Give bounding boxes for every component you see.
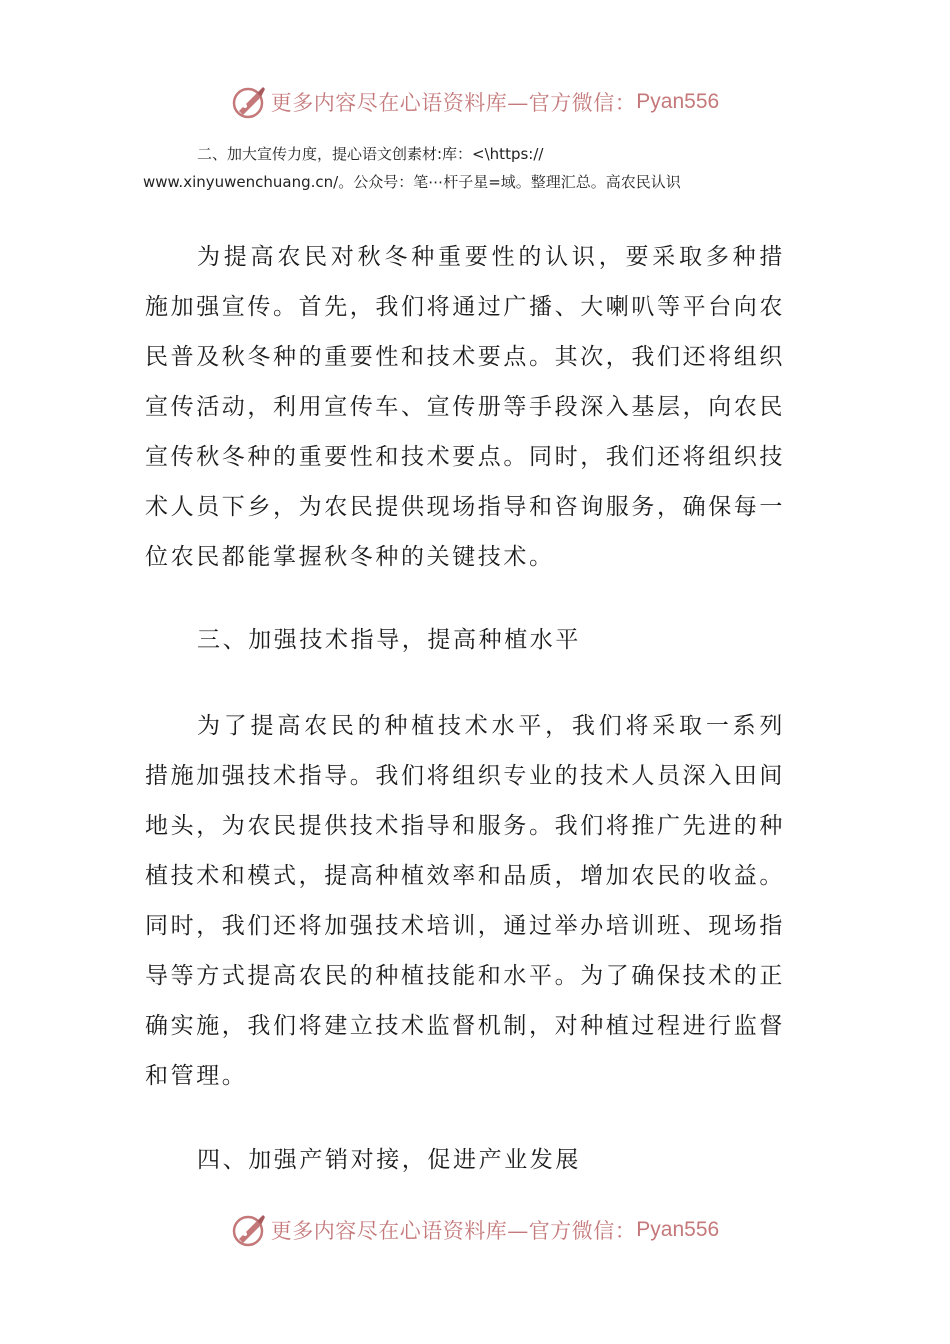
source-note-line1: 二、加大宣传力度，提心语文创素材:库：<\https:// <box>197 145 544 163</box>
footer-banner-wechat: Pyan556 <box>636 1218 720 1241</box>
pen-logo-icon <box>231 84 267 120</box>
heading-production-marketing: 四、加强产销对接，促进产业发展 <box>197 1147 581 1173</box>
source-note-line2: www.xinyuwenchuang.cn/。公众号：笔⋯杆子星=域。整理汇总。高农民认识 <box>143 173 681 191</box>
header-banner-wechat: Pyan556 <box>636 90 720 113</box>
paragraph-technical-guidance: 为了提高农民的种植技术水平，我们将采取一系列措施加强技术指导。我们将组织专业的技术人员深入田间地头，为农民提供技术指导和服务。我们将推广先进的种植技术和模式，提高种植效率和品质，增加农民的收益。同时，我们还将加强技术培训，通过举办培训班、现场指导等方式提高农民的种植技能和水平。为了确保技术的正确实施，我们将建立技术监督机制，对种植过程进行监督和管理。 <box>145 713 785 1089</box>
header-banner-text: 更多内容尽在心语资料库—官方微信： <box>270 91 637 115</box>
heading-technical-guidance: 三、加强技术指导，提高种植水平 <box>197 627 581 653</box>
paragraph-publicity: 为提高农民对秋冬种重要性的认识，要采取多种措施加强宣传。首先，我们将通过广播、大喇叭等平台向农民普及秋冬种的重要性和技术要点。其次，我们还将组织宣传活动，利用宣传车、宣传册等手段深入基层，向农民宣传秋冬种的重要性和技术要点。同时，我们还将组织技术人员下乡，为农民提供现场指导和咨询服务，确保每一位农民都能掌握秋冬种的关键技术。 <box>145 244 785 570</box>
header-banner <box>0 82 950 122</box>
source-note <box>145 140 795 196</box>
pen-logo-icon <box>231 1212 267 1248</box>
footer-banner <box>0 1210 950 1250</box>
footer-banner-text: 更多内容尽在心语资料库—官方微信： <box>270 1219 637 1243</box>
